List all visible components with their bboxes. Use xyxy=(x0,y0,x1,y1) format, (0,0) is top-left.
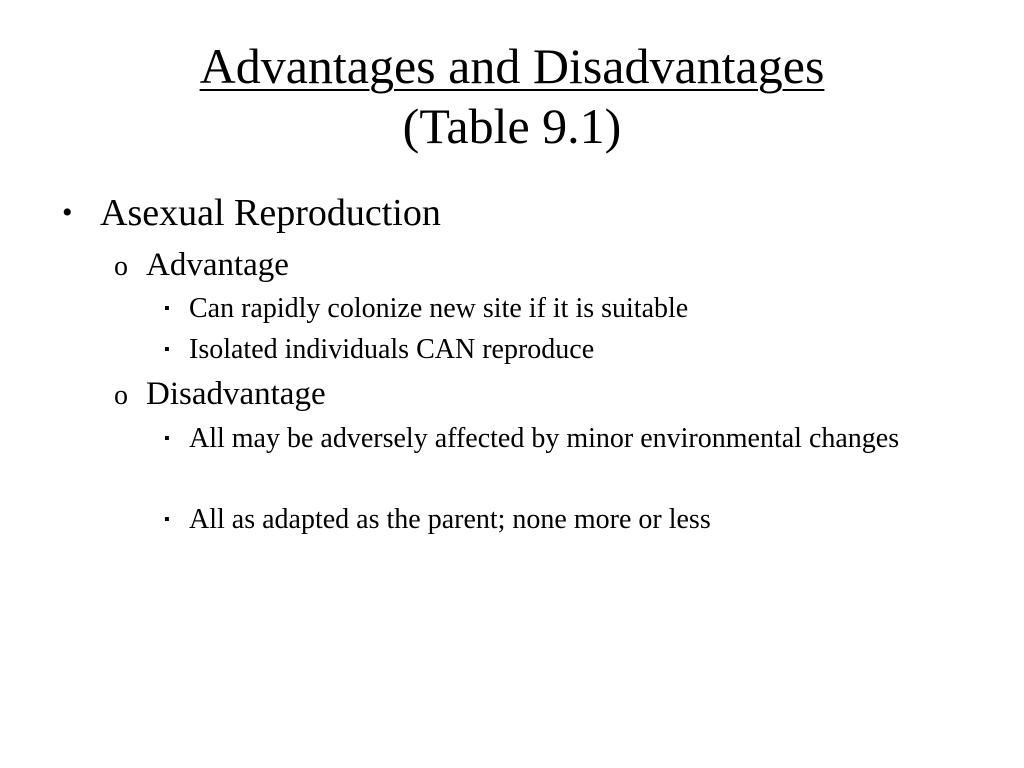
circle-bullet-icon: o xyxy=(114,380,128,411)
topic-bullet xyxy=(62,190,441,236)
topic-text: Asexual Reproduction xyxy=(100,192,441,234)
advantage-item-text: Isolated individuals CAN reproduce xyxy=(189,334,595,365)
advantage-item-text: Can rapidly colonize new site if it is suitable xyxy=(189,293,689,324)
disadvantage-item-text: All may be adversely affected by minor environmental changes xyxy=(189,423,900,454)
title-line-2: (Table 9.1) xyxy=(402,98,622,154)
advantage-item xyxy=(164,330,594,370)
title-line-1: Advantages and Disadvantages xyxy=(199,38,825,94)
disadvantage-item xyxy=(164,419,949,459)
square-bullet-icon: ▪ xyxy=(164,430,170,447)
square-bullet-icon: ▪ xyxy=(164,511,170,528)
square-bullet-icon: ▪ xyxy=(164,300,170,317)
disadvantage-label: Disadvantage xyxy=(146,376,326,412)
disadvantage-heading xyxy=(114,374,326,416)
disadvantage-item xyxy=(164,500,711,540)
advantage-item xyxy=(164,289,688,329)
disadvantage-item-text: All as adapted as the parent; none more or less xyxy=(189,504,711,535)
advantage-heading xyxy=(114,245,289,287)
disc-bullet-icon: • xyxy=(62,196,73,229)
square-bullet-icon: ▪ xyxy=(164,341,170,358)
circle-bullet-icon: o xyxy=(114,251,128,282)
advantage-label: Advantage xyxy=(146,247,289,283)
